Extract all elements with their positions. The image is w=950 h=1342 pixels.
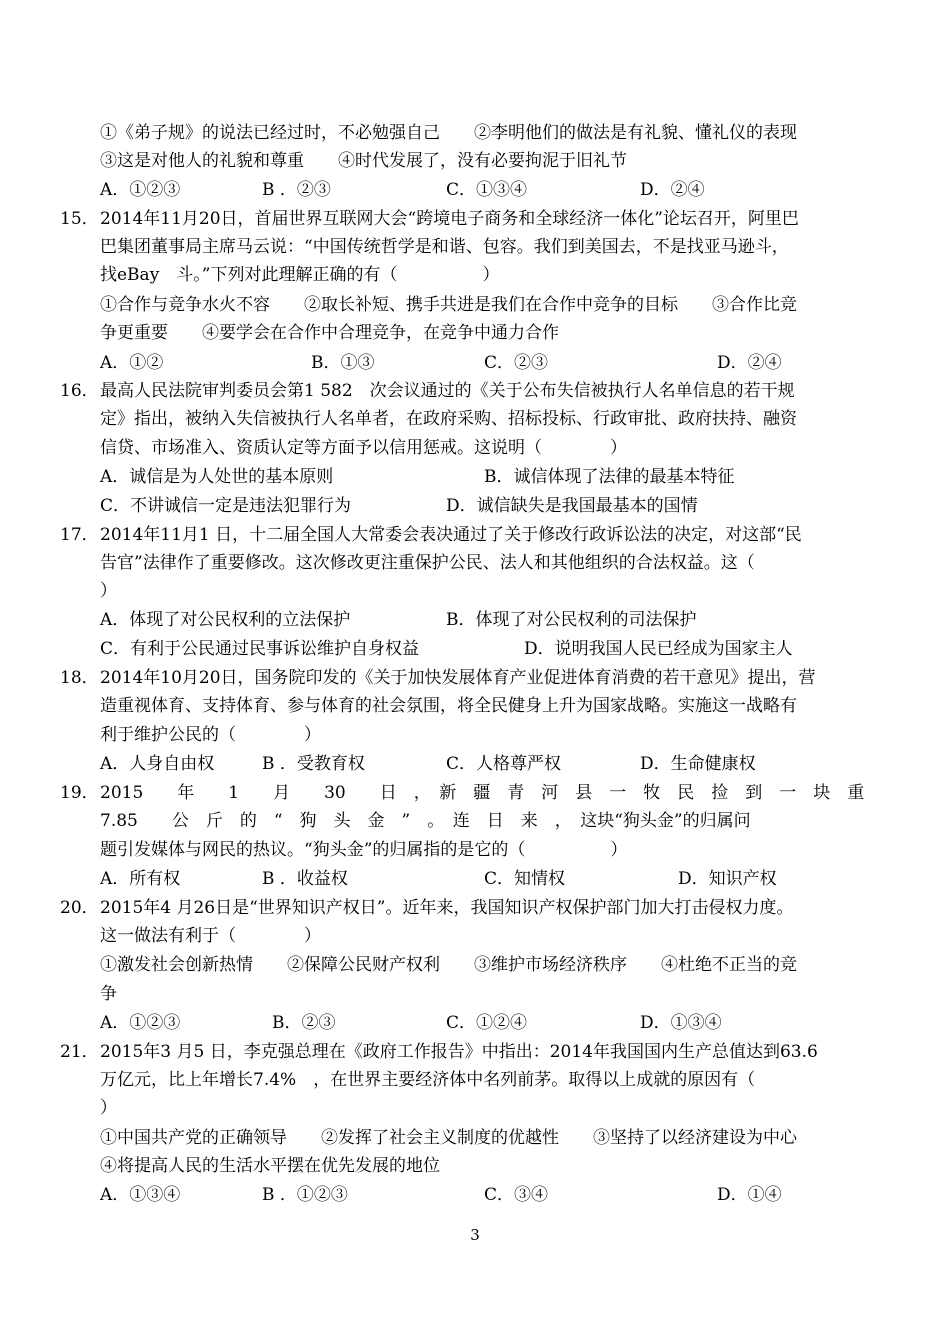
page-number: 3: [470, 1226, 480, 1244]
q15-stem-line-2: 巴集团董事局主席马云说：“中国传统哲学是和谐、包容。我们到美国去，不是找亚马逊斗，: [100, 237, 789, 257]
q21-option-a: A．①③④: [100, 1185, 181, 1205]
q21-stem-line-3: ）: [100, 1098, 117, 1118]
q20-number: 20．: [60, 898, 99, 918]
q17-option-c: C．有利于公民通过民事诉讼维护自身权益: [100, 639, 420, 659]
q14-option-c: C．①③④: [446, 180, 528, 200]
q19-option-b: B ．收益权: [262, 869, 348, 889]
q19-option-d: D．知识产权: [678, 869, 777, 889]
q16-option-a: A．诚信是为人处世的基本原则: [100, 467, 334, 487]
q14-option-d: D．②④: [640, 180, 705, 200]
q16-option-d: D．诚信缺失是我国最基本的国情: [446, 496, 698, 516]
q20-option-c: C．①②④: [446, 1013, 528, 1033]
q14-statements-line-2: ③这是对他人的礼貌和尊重 ④时代发展了，没有必要拘泥于旧礼节: [100, 151, 627, 171]
q16-number: 16．: [60, 381, 99, 401]
q18-option-b: B ．受教育权: [262, 754, 365, 774]
q18-stem-line-1: 2014年10月20日，国务院印发的《关于加快发展体育产业促进体育消费的若干意见》提出，营: [100, 668, 816, 688]
q17-stem-line-2: 告官”法律作了重要修改。这次修改更注重保护公民、法人和其他组织的合法权益。这（: [100, 553, 755, 573]
q21-option-c: C．③④: [484, 1185, 549, 1205]
q18-option-a: A．人身自由权: [100, 754, 215, 774]
q18-stem-line-3: 利于维护公民的（ ）: [100, 725, 321, 745]
q19-option-c: C．知情权: [484, 869, 566, 889]
q21-number: 21．: [60, 1042, 99, 1062]
q15-option-c: C．②③: [484, 353, 549, 373]
q19-stem-line-2: 7.85 公 斤 的 “ 狗 头 金 ” 。 连 日 来 ， 这块“狗头金”的归属问: [100, 811, 751, 831]
q15-statements-line-2: 争更重要 ④要学会在合作中合理竞争，在竞争中通力合作: [100, 323, 559, 343]
q20-option-d: D．①③④: [640, 1013, 722, 1033]
q16-option-b: B．诚信体现了法律的最基本特征: [484, 467, 735, 487]
q15-stem-line-1: 2014年11月20日，首届世界互联网大会“跨境电子商务和全球经济一体化”论坛召开，阿里巴: [100, 209, 799, 229]
q15-number: 15．: [60, 209, 99, 229]
q21-option-b: B ．①②③: [262, 1185, 348, 1205]
q20-stem-line-1: 2015年4 月26日是“世界知识产权日”。近年来，我国知识产权保护部门加大打击侵权力度。: [100, 898, 794, 918]
q16-stem-line-1: 最高人民法院审判委员会第1 582 次会议通过的《关于公布失信被执行人名单信息的若干规: [100, 381, 795, 401]
q20-option-a: A．①②③: [100, 1013, 181, 1033]
q21-stem-line-1: 2015年3 月5 日，李克强总理在《政府工作报告》中指出：2014年我国国内生产总值达到63.6: [100, 1042, 818, 1062]
q17-stem-line-1: 2014年11月1 日，十二届全国人大常委会表决通过了关于修改行政诉讼法的决定，对这部“民: [100, 525, 802, 545]
q19-stem-line-1: 2015 年 1 月 30 日 ， 新 疆 青 河 县 一 牧 民 捡 到 一 块 重: [100, 783, 865, 803]
q16-stem-line-3: 信贷、市场准入、资质认定等方面予以信用惩戒。这说明（ ）: [100, 438, 627, 458]
q20-statements-line-1: ①激发社会创新热情 ②保障公民财产权利 ③维护市场经济秩序 ④杜绝不正当的竞: [100, 955, 797, 975]
q15-statements-line-1: ①合作与竞争水火不容 ②取长补短、携手共进是我们在合作中竞争的目标 ③合作比竞: [100, 295, 797, 315]
q16-stem-line-2: 定》指出，被纳入失信被执行人名单者，在政府采购、招标投标、行政审批、政府扶持、融资: [100, 409, 797, 429]
q18-option-c: C．人格尊严权: [446, 754, 562, 774]
q21-statements-line-1: ①中国共产党的正确领导 ②发挥了社会主义制度的优越性 ③坚持了以经济建设为中心: [100, 1128, 797, 1148]
q19-option-a: A．所有权: [100, 869, 181, 889]
q20-option-b: B．②③: [272, 1013, 336, 1033]
q16-option-c: C．不讲诚信一定是违法犯罪行为: [100, 496, 352, 516]
q21-stem-line-2: 万亿元，比上年增长7.4% ，在世界主要经济体中名列前茅。取得以上成就的原因有（: [100, 1070, 756, 1090]
q17-option-b: B．体现了对公民权利的司法保护: [446, 610, 697, 630]
q18-option-d: D．生命健康权: [640, 754, 756, 774]
q17-option-a: A．体现了对公民权利的立法保护: [100, 610, 351, 630]
q15-option-a: A．①②: [100, 353, 164, 373]
q17-number: 17．: [60, 525, 99, 545]
q18-number: 18．: [60, 668, 99, 688]
q21-statements-line-2: ④将提高人民的生活水平摆在优先发展的地位: [100, 1156, 440, 1176]
q19-number: 19．: [60, 783, 99, 803]
q17-option-d: D．说明我国人民已经成为国家主人: [524, 639, 793, 659]
q14-option-a: A．①②③: [100, 180, 181, 200]
q18-stem-line-2: 造重视体育、支持体育、参与体育的社会氛围，将全民健身上升为国家战略。实施这一战略有: [100, 696, 797, 716]
q15-stem-line-3: 找eBay 斗。”下列对此理解正确的有（ ）: [100, 265, 500, 285]
q20-statements-line-2: 争: [100, 984, 117, 1004]
q15-option-b: B．①③: [311, 353, 375, 373]
q19-stem-line-3: 题引发媒体与网民的热议。“狗头金”的归属指的是它的（ ）: [100, 840, 628, 860]
q21-option-d: D．①④: [717, 1185, 782, 1205]
q20-stem-line-2: 这一做法有利于（ ）: [100, 926, 321, 946]
q14-option-b: B ．②③: [262, 180, 331, 200]
q14-statements-line-1: ①《弟子规》的说法已经过时，不必勉强自己 ②李明他们的做法是有礼貌、懂礼仪的表现: [100, 123, 797, 143]
q17-stem-line-3: ）: [100, 581, 117, 601]
q15-option-d: D．②④: [717, 353, 782, 373]
